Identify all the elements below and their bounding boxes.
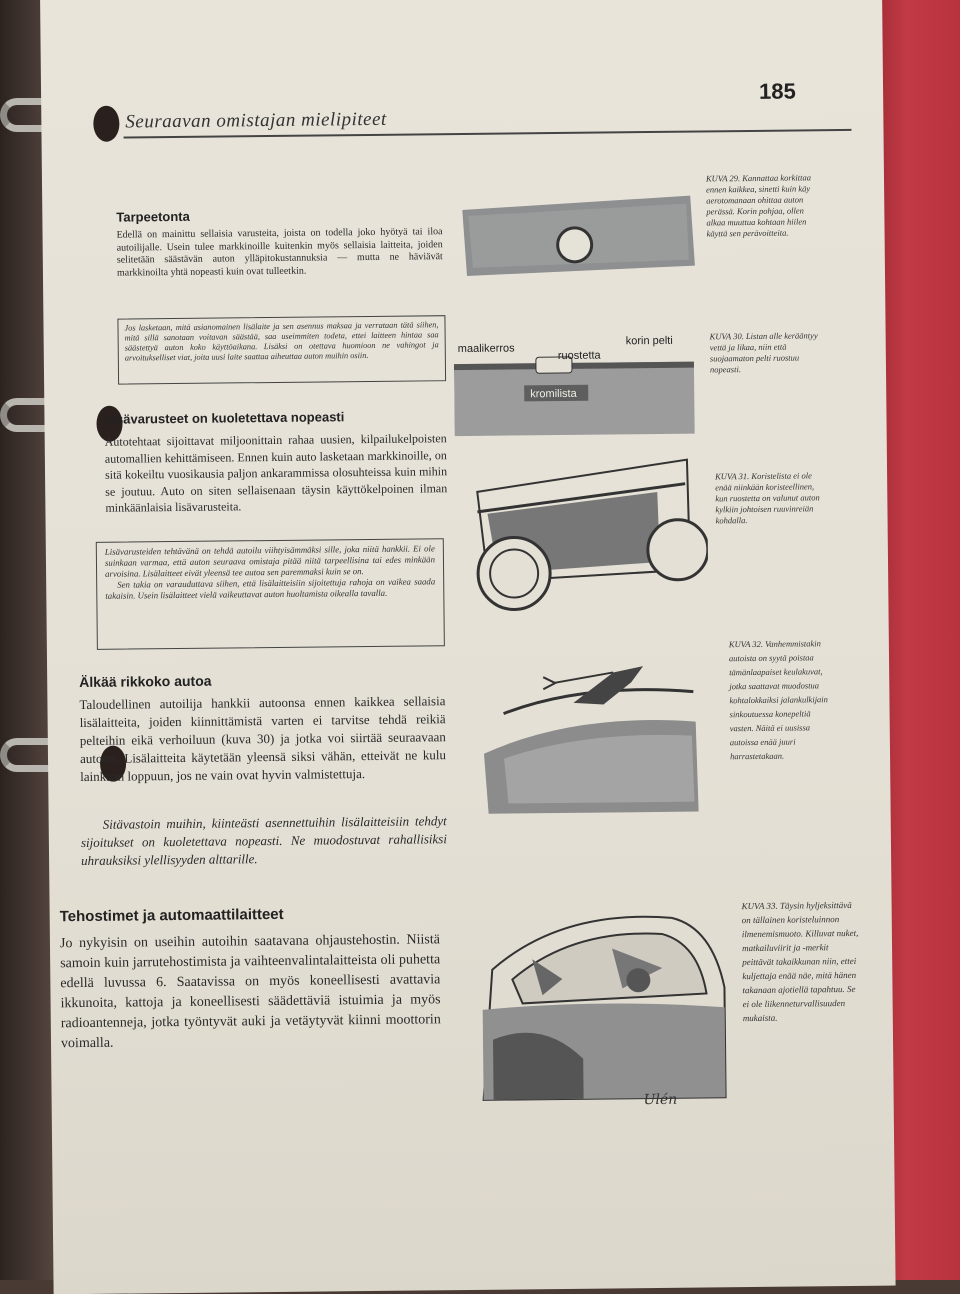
info-box-text: Sen takia on varauduttava siihen, että lisälaitteisiin sijoitettuja rahoja on vaikea saada takaisin. Usein lisälaitteet vielä vaikeuttavat auton huoltamista oikealla tavalla. [105, 576, 436, 601]
section-heading: Älkää rikkoko autoa [79, 672, 212, 691]
running-head: Seuraavan omistajan mielipiteet [125, 108, 387, 133]
info-box [96, 538, 445, 650]
section-heading: Lisävarusteet on kuoletettava nopeasti [104, 409, 345, 427]
figure-29-illustration [458, 194, 699, 281]
section-heading: Tarpeetonta [116, 208, 190, 225]
section-heading: Tehostimet ja automaattilaitteet [59, 905, 284, 926]
paragraph: Taloudellinen autoilija hankkii autoonsa ennen kaikkea sellaisia lisälaitteita, joiden kiinnittämistä varten ei tarvitse tehdä reikiä pelteihin eikä verhoiluun (kuva 30) ja jotka voi siirtää seuraavaan autoon. Lisälaitteita käytetään yleensä siksi vähän, etteivät ne kulu lainkaan loppuun, jos ne vain ovat hyvin valmistettuja. [79, 693, 447, 785]
paragraph: Autotehtaat sijoittavat miljoonittain rahaa uusien, kilpailukelpoisten automallien kehittämiseen. Ennen kuin auto lasketaan markkinoille, on sitä kokeiltu vuosikausia paljon ankarammissa olosuhteissa kuin mihin se joutuu. Auto on siten sellaisenaan täysin käyttökelpoinen ilman minkäänlaisia lisävarusteita. [104, 431, 448, 515]
figure-32-illustration [463, 641, 715, 824]
paragraph-italic: Sitävastoin muihin, kiinteästi asennettuihin lisälaitteisiin tehdyt sijoitukset on kuoletettava nopeasti. Ne muodostuvat rahallisiksi uhrauksiksi ylellisyyden alttarille. [80, 813, 447, 869]
figure-caption: KUVA 30. Listan alle kerääntyy vettä ja likaa, niin että suojaamaton pelti ruostuu nopeasti. [709, 330, 818, 375]
paragraph: Edellä on mainittu sellaisia varusteita, joista on todella joko hyötyä tai iloa autoilijalle. Usein tulee markkinoille kuitenkin myös sellaisia laitteita, joiden selitetään säästävän auton ylläpitokustannuksia — mutta ne häviävät markkinoilta yhtä nopeasti kuin ovat tulleetkin. [116, 226, 443, 279]
figure-caption: KUVA 33. Täysin hyljeksittävä on tällainen koristeluinnon ilmenemismuoto. Killuvat nuket, matkailuviirit ja -merkit peittävät takaikkunan niin, ettei kuljettaja enää näe, mitä hänen takanaan ajotiellä tapahtuu. Se ei ole liikenneturvallisuuden mukaista. [741, 899, 859, 1024]
figure-caption: KUVA 29. Kannattaa korkittaa ennen kaikkea, sinetti kuin käy aerotomanaan ohittaa auton perässä. Korin pohjaa, ollen alkaa muuttua kohtaan hiilen käyttä sen perävoitteita. [705, 172, 812, 239]
label-trim: kromilista [530, 387, 577, 401]
paragraph: Jo nykyisin on useihin autoihin saatavana ohjaustehostin. Niistä samoin kuin jarrutehostimista ja vaihteenvalintalaitteista oli puhetta edellä luvussa 6. Saatavissa on myös koneellisesti avattavia ikkunoita, kattoja ja koneellisesti säädettäviä istuimia ja myös radioantenneja, jotka työntyvät auki ja vetäytyvät kiinni moottorin voimalla. [59, 932, 441, 1052]
punch-hole [93, 106, 119, 142]
info-box-text: Lisävarusteiden tehtävänä on tehdä autoilu viihtyisämmäksi sille, joka niitä hankkii. Ei ole suinkaan varmaa, että auton seuraava omistaja pitää niitä tarpeellisina tai edes minkään arvoisina. Lisälaitteet eivät yleensä tee autoa sen paremmaksi kuin se on. [104, 543, 436, 579]
book-page [40, 0, 896, 1294]
figure-30-diagram [454, 327, 705, 440]
illustrator-signature: Ulén [643, 1091, 678, 1109]
label-body: korin pelti [625, 334, 673, 348]
label-rust: ruostetta [557, 349, 601, 363]
page-number: 185 [758, 78, 796, 104]
figure-caption: KUVA 32. Vanhemmistakin autoista on syytä poistaa tämänlaapaiset keulakuvat, jotka saattavat muodostua kohtalokkaiksi jalankulkijain sinkoutuessa konepeltiä vasten. Näitä ei uusissa autoissa enää juuri harrastetakaan. [728, 638, 828, 762]
figure-caption: KUVA 31. Koristelista ei ole enää niinkään koristeellinen, kun ruostetta on valunut auton kylkiin johtoisen ruuvinreiän kohdalla. [715, 470, 820, 526]
info-box: Jos lasketaan, mitä asianomainen lisälaite ja sen asennus maksaa ja verrataan tätä siihen, mitä sillä sanotaan voitavan säästää, saa useimmiten todeta, ettei laitteen hintaa saa säästettyä auton koko käyttöaikana. Lisäksi on otettava huomioon ne vahingot ja arvoitukselliset viat, joita uusi laite saattaa aiheuttaa auton muihin osiin. [117, 315, 446, 384]
label-paint: maalikerros [457, 342, 515, 356]
figure-31-illustration [457, 449, 709, 612]
figure-33-illustration [462, 897, 734, 1120]
